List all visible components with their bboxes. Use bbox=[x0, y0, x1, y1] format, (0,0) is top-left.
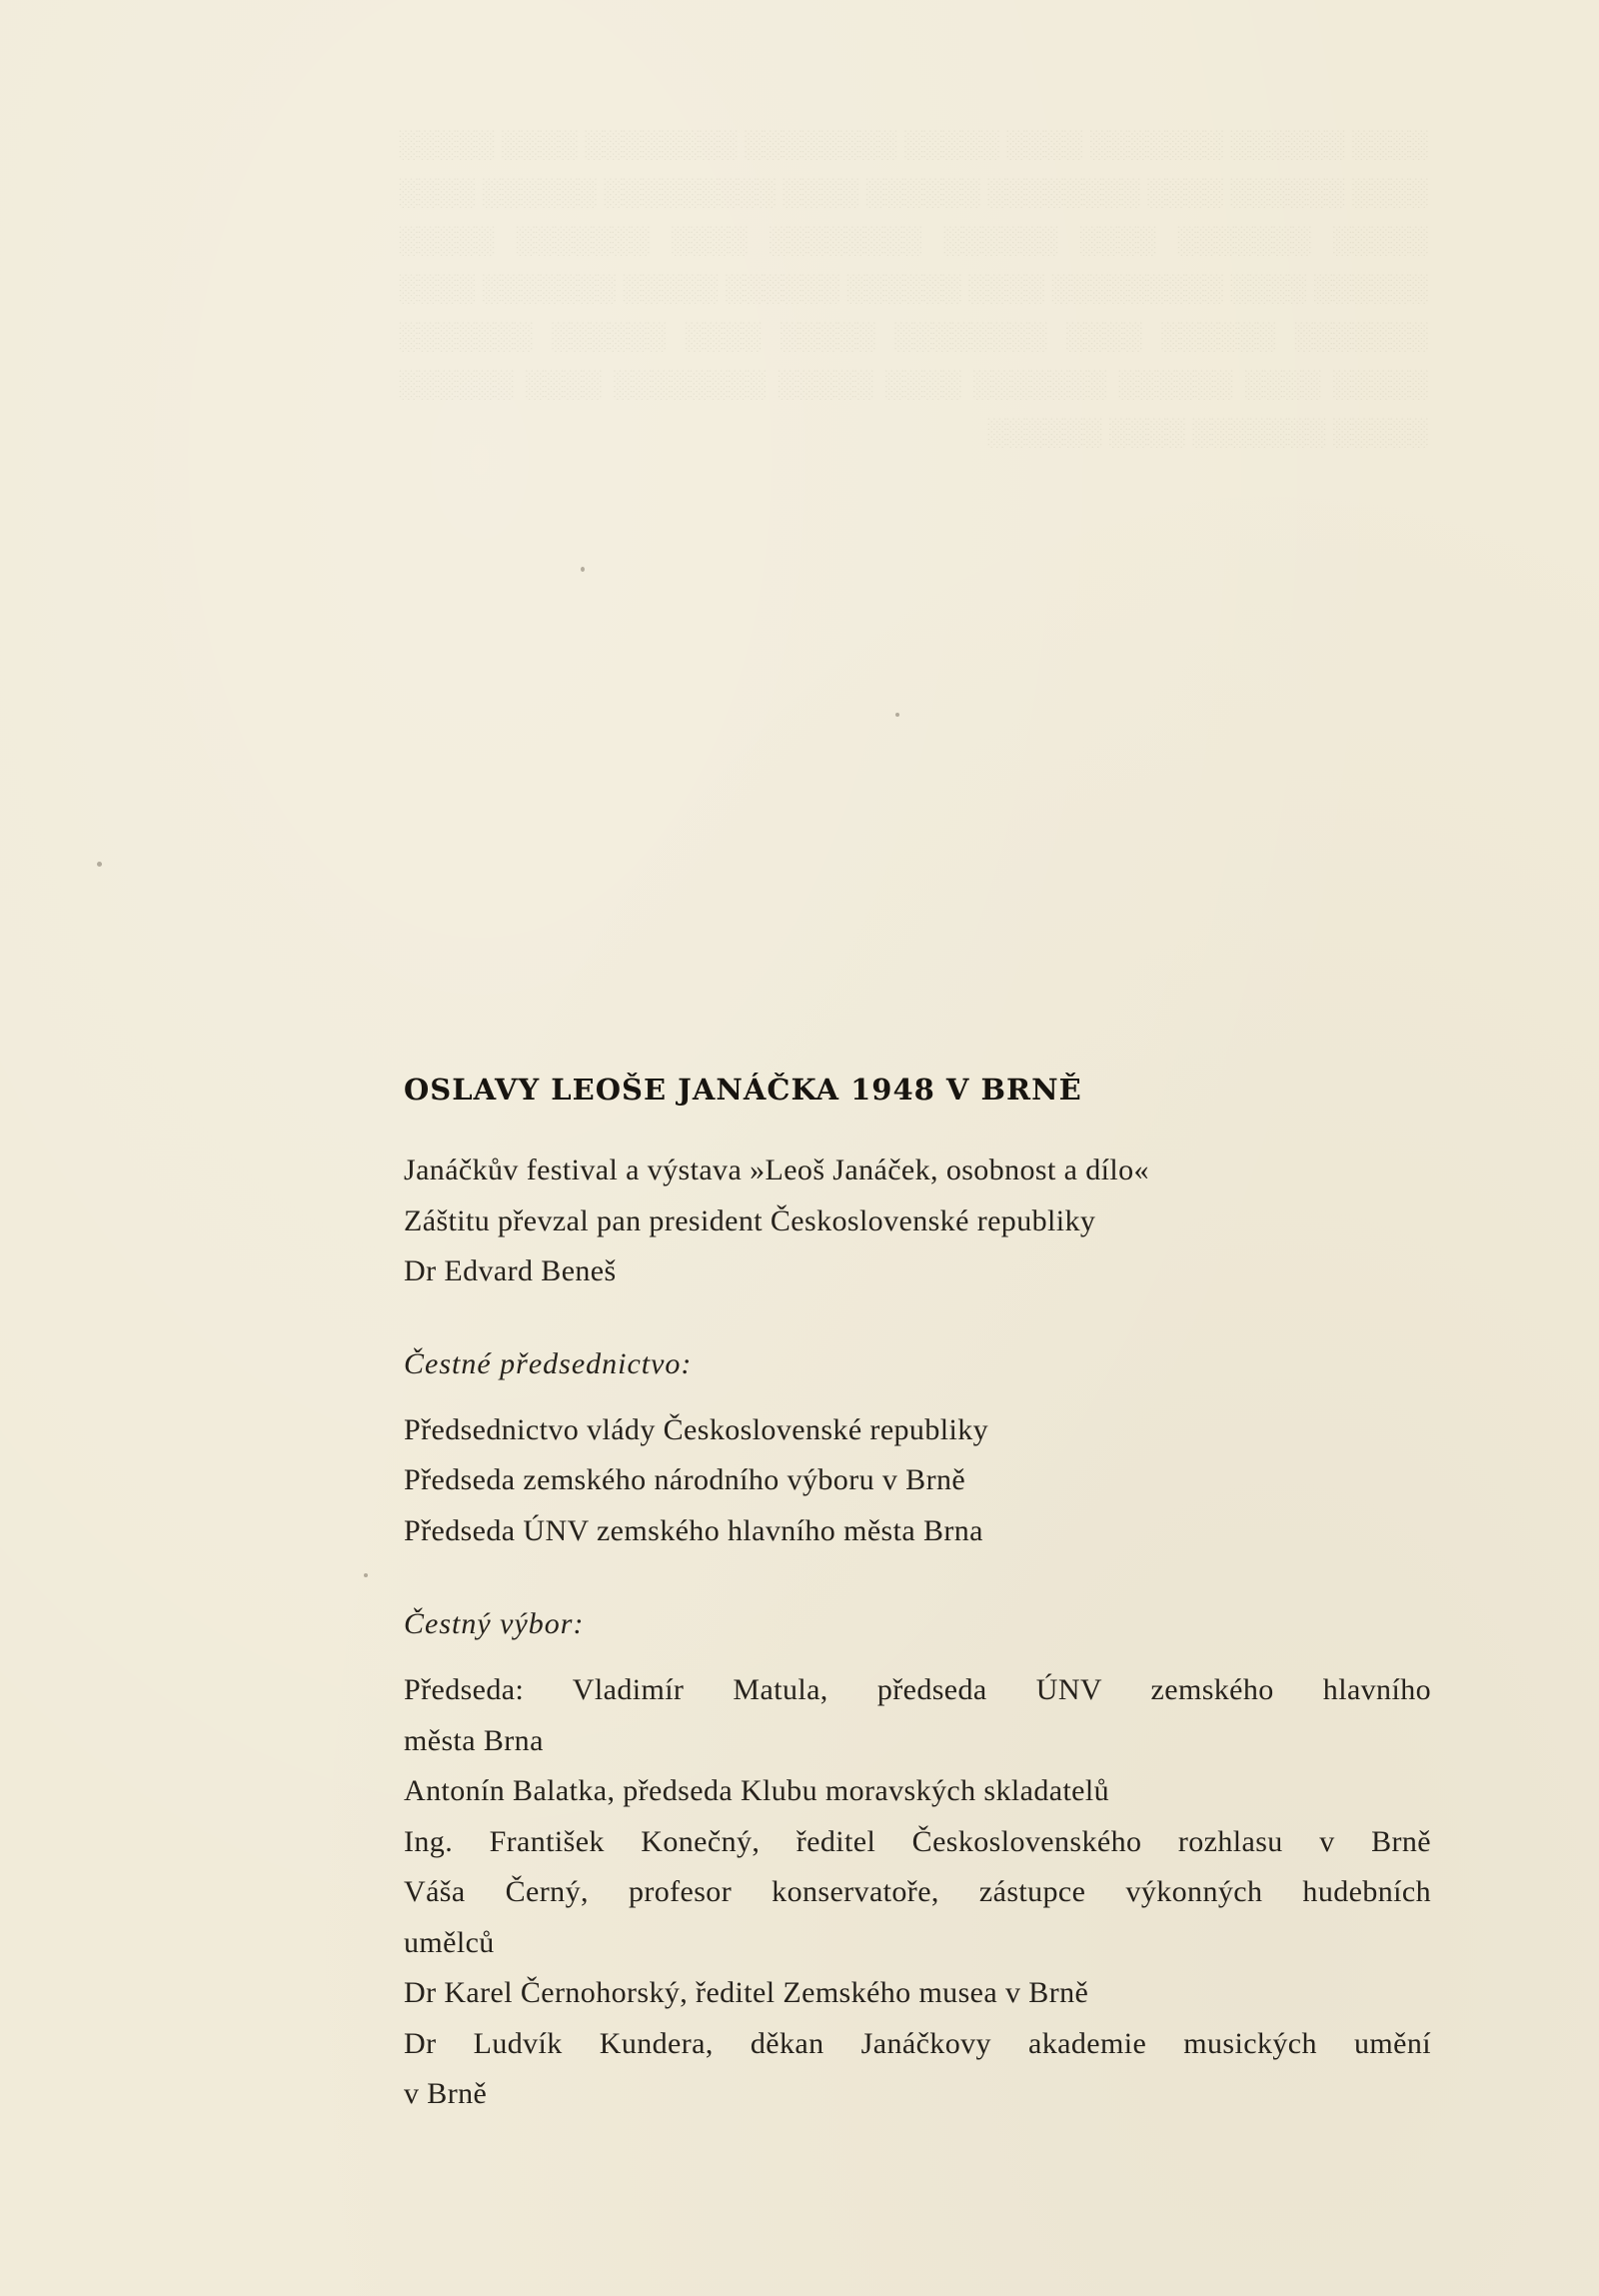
bleed-through-text: ░░░░ ░░░░░░ ░░░░░░░ ░░░░ ░░░░░ ░░░░░░░░ ░░░░░░░░ ░░░░ ░░░░░ ░░░░ ░░░░░░ ░░░░ ░░░░░░░░ ░░░░░░ ░░░░ ░░░░░░░░░ ░░░░░░ ░░░░ ░░░░░ ░░░░░░░ ░░░░ ░░░░░░ ░░░░░░░░ ░░░░ ░░░░░░░ ░░░░░ ░░░░░░ ░░░░ ░░░░░░░░░ ░░░░ ░░░░░░ ░░░░░░ ░░░░░ ░░░░░░░ ░░░░ ░░░░░░░ ░░░░░░ ░░░░ ░░░░░░░░ ░░░░░ ░░░░ ░░░░░░ ░░░░░░░ ░░░░░ ░░░░ ░░░░░░ ░░░░░░░ ░░░░ ░░░░░ ░░░░░░░░ ░░░░ ░░░░░░ ░░░░░ ░░░░░░░ ░░░░ ░░░░░░ bbox=[400, 129, 1429, 447]
committee-line: Ing. František Konečný, ředitel Československého rozhlasu v Brně bbox=[404, 1824, 1431, 1858]
presidium-item: Předseda ÚNV zemského hlavního města Brna bbox=[404, 1513, 983, 1547]
honorary-presidium-heading: Čestné předsednictvo: bbox=[404, 1346, 693, 1380]
paper-speck bbox=[581, 567, 585, 572]
paper-speck bbox=[364, 1573, 368, 1577]
committee-line: umělců bbox=[404, 1925, 495, 1959]
spacer bbox=[404, 1297, 1431, 1339]
document-body bbox=[404, 1062, 1431, 2120]
committee-line: Antonín Balatka, předseda Klubu moravských skladatelů bbox=[404, 1774, 1110, 1807]
committee-line: Předseda: Vladimír Matula, předseda ÚNV zemského hlavního bbox=[404, 1673, 1431, 1706]
committee-line: v Brně bbox=[404, 2077, 488, 2110]
page-title: OSLAVY LEOŠE JANÁČKA 1948 V BRNĚ bbox=[404, 1073, 1082, 1107]
presidium-item: Předsednictvo vlády Československé republiky bbox=[404, 1412, 989, 1446]
honorary-committee-heading: Čestný výbor: bbox=[404, 1607, 585, 1640]
paper-speck bbox=[895, 713, 899, 717]
intro-line: Janáčkův festival a výstava »Leoš Janáček, osobnost a dílo« bbox=[404, 1153, 1149, 1186]
committee-line: Dr Ludvík Kundera, děkan Janáčkovy akademie musických umění bbox=[404, 2026, 1431, 2060]
spacer bbox=[404, 1649, 1431, 1665]
paper-speck bbox=[97, 862, 102, 867]
intro-line: Dr Edvard Beneš bbox=[404, 1254, 617, 1287]
intro-line: Záštitu převzal pan president Československé republiky bbox=[404, 1203, 1096, 1237]
committee-line: Váša Černý, profesor konservatoře, zástupce výkonných hudebních bbox=[404, 1875, 1431, 1908]
committee-line: města Brna bbox=[404, 1723, 544, 1757]
spacer bbox=[404, 1389, 1431, 1405]
presidium-item: Předseda zemského národního výboru v Brně bbox=[404, 1463, 966, 1496]
spacer bbox=[404, 1556, 1431, 1599]
committee-line: Dr Karel Černohorský, ředitel Zemského musea v Brně bbox=[404, 1976, 1089, 2009]
